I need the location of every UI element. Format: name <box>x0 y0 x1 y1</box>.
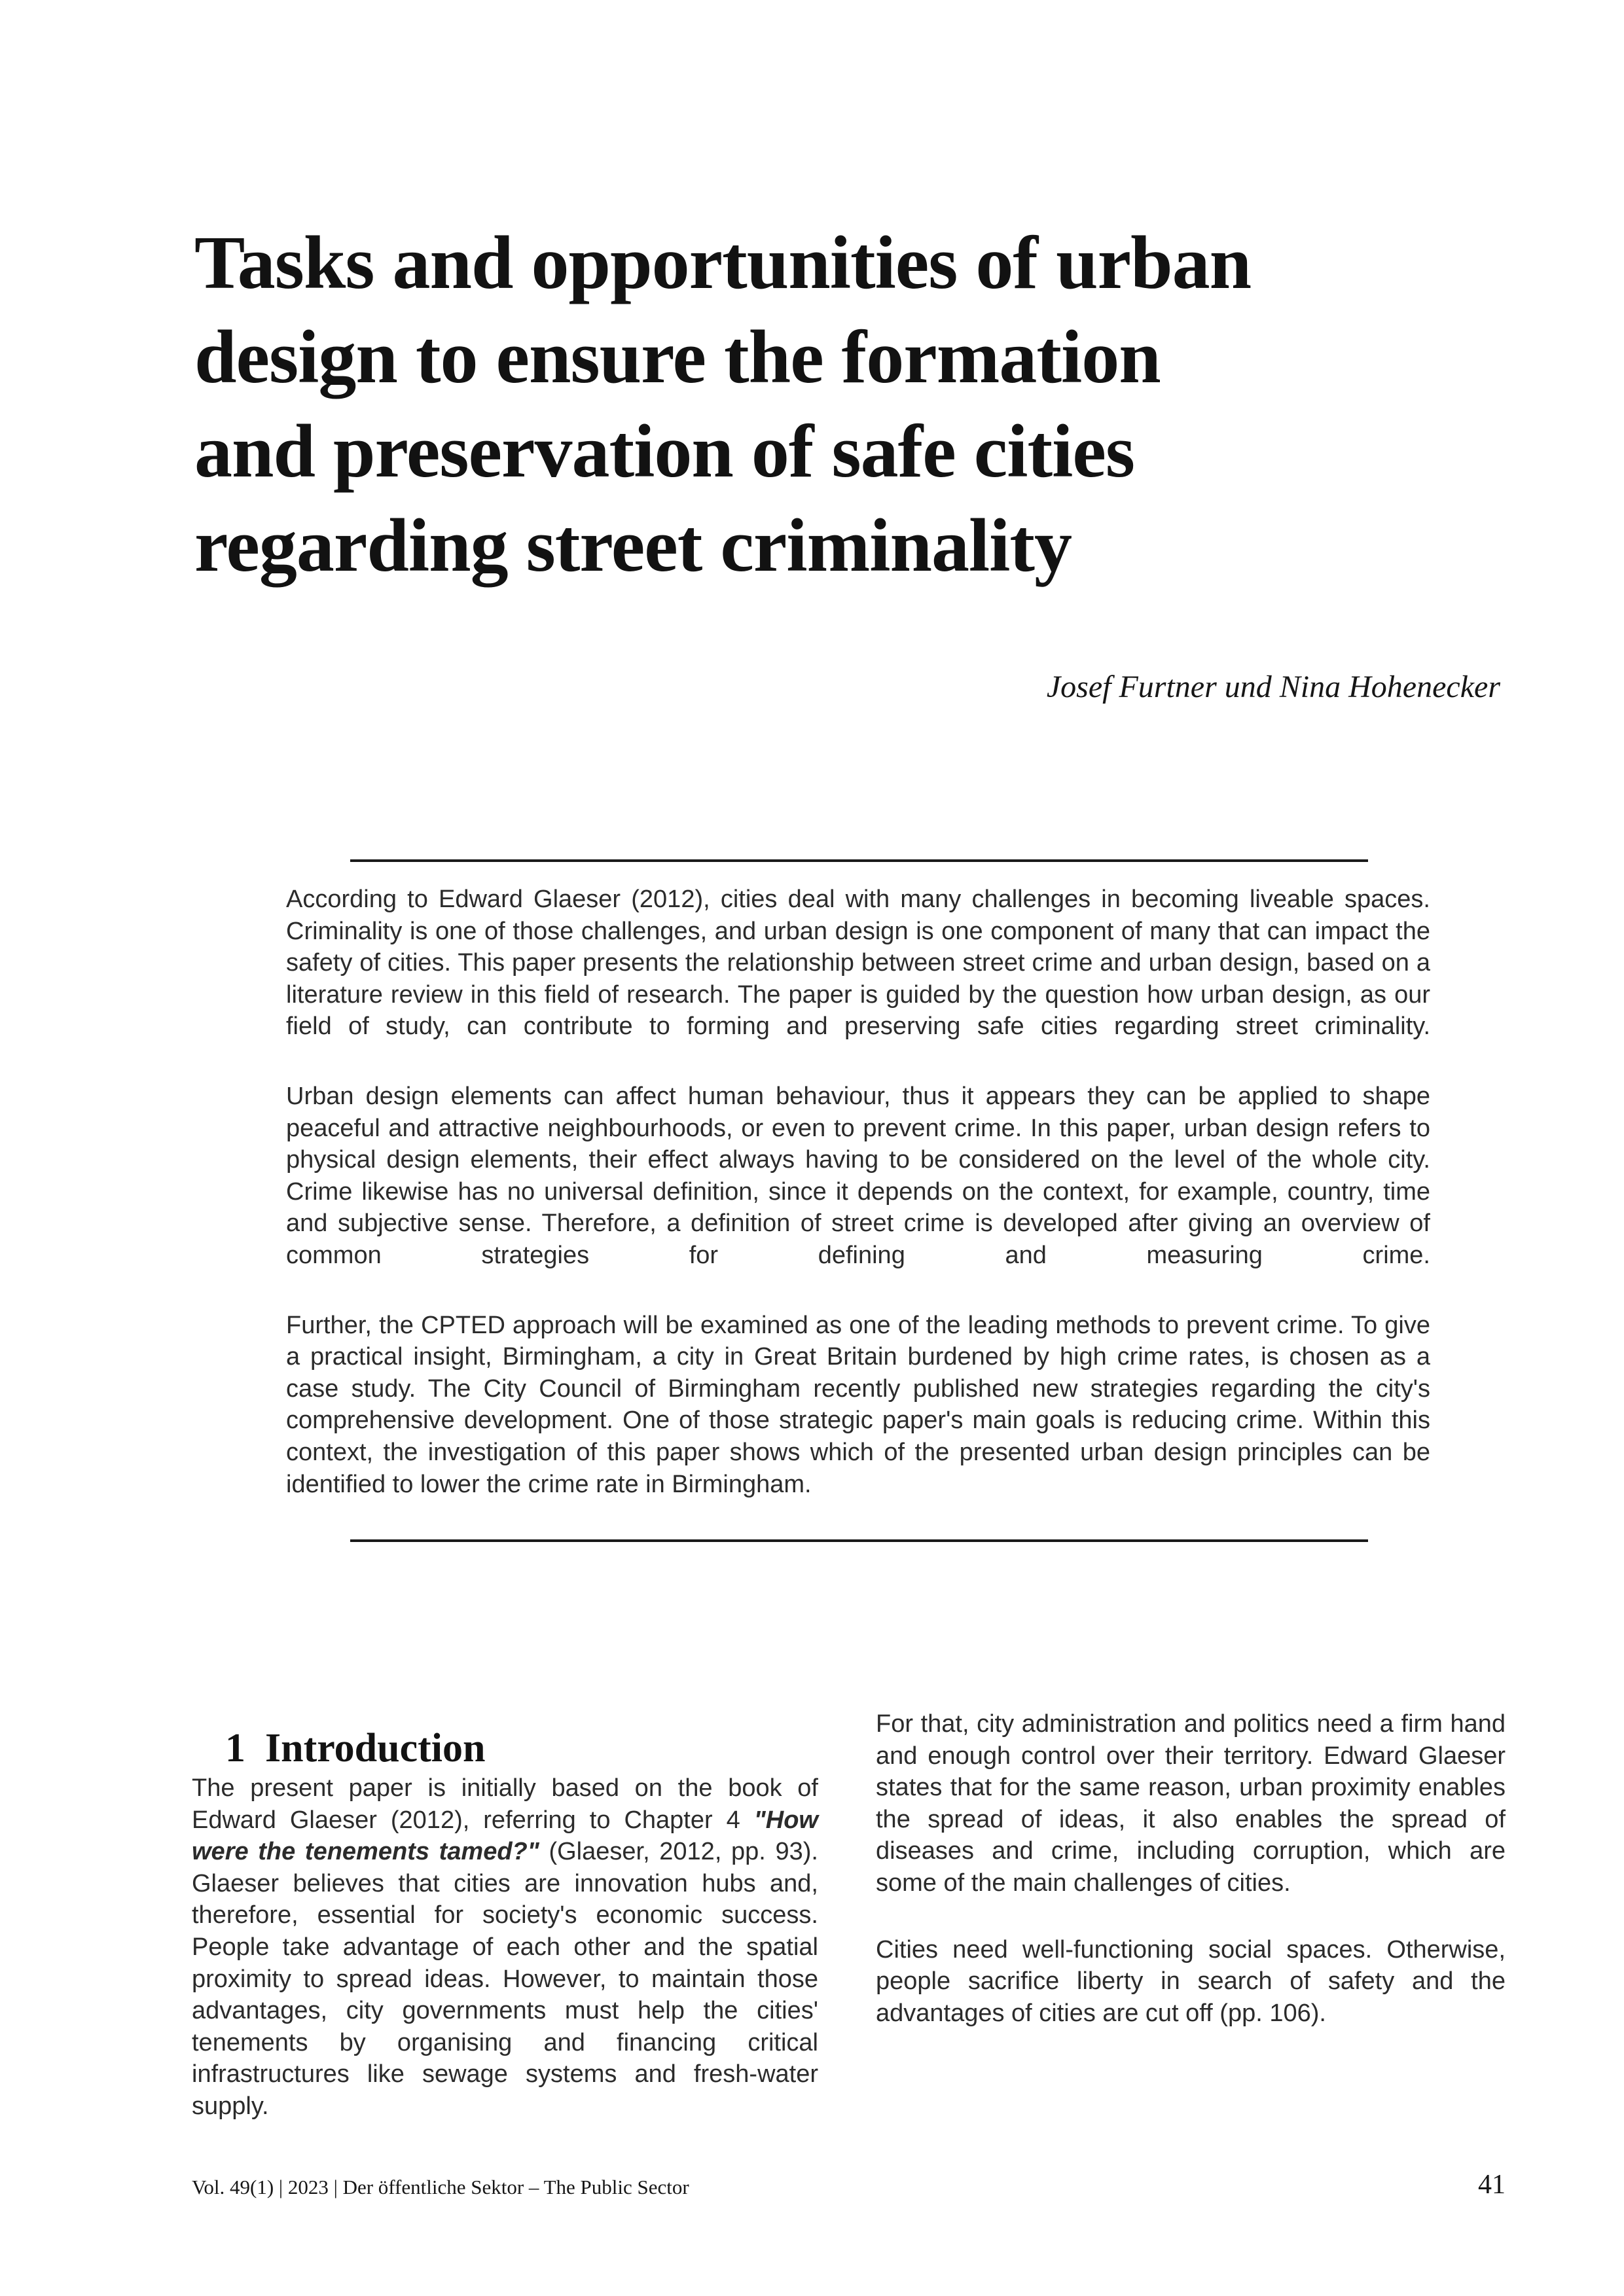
intro-paragraph-right-2: Cities need well-functioning social spaces. Otherwise, people sacrifice liberty in search of safety and the advantages of cities are cut off (pp. 106). <box>876 1935 1506 2027</box>
title-line-4: regarding street criminality <box>194 503 1072 588</box>
authors-line: Josef Furtner und Nina Hohenecker <box>1046 670 1500 704</box>
section-title: Introduction <box>265 1726 486 1771</box>
section-heading-introduction <box>225 1725 486 1772</box>
title-line-1: Tasks and opportunities of urban <box>194 221 1252 305</box>
abstract-divider-bottom <box>350 1539 1368 1542</box>
abstract <box>286 884 1430 1500</box>
page-title <box>194 216 1497 593</box>
title-line-3: and preservation of safe cities <box>194 409 1134 493</box>
section-number: 1 <box>225 1726 245 1771</box>
intro-paragraph-right-1: For that, city administration and politics need a firm hand and enough control over their territory. Edward Glaeser states that for the same reason, urban proximity enables the spread of ideas, it also enables the spread of diseases and crime, including corruption, which are some of the main challenges of cities. <box>876 1710 1506 1897</box>
intro-text-before: The present paper is initially based on the book of Edward Glaeser (2012), referring to Chapter 4 <box>192 1774 818 1834</box>
abstract-paragraph-2: Urban design elements can affect human behaviour, thus it appears they can be applied to shape peaceful and attractive neighbourhoods, or even to prevent crime. In this paper, urban design refers to physical design elements, their effect always having to be considered on the level of the whole city. Crime likewise has no universal definition, since it depends on the context, for example, country, time and subjective sense. Therefore, a definition of street crime is developed after giving an overview of common strategies for defining and measuring crime. <box>286 1082 1430 1269</box>
title-line-2: design to ensure the formation <box>194 315 1161 399</box>
body-column-right <box>876 1708 1506 2029</box>
intro-paragraph-left <box>192 1772 818 2123</box>
abstract-paragraph-1: According to Edward Glaeser (2012), cities deal with many challenges in becoming liveable spaces. Criminality is one of those challenges, and urban design is one component of many that can impact the safety of cities. This paper presents the relationship between street crime and urban design, based on a literature review in this field of research. The paper is guided by the question how urban design, as our field of study, can contribute to forming and preserving safe cities regarding street criminality. <box>286 886 1430 1041</box>
footer-journal-line: Vol. 49(1) | 2023 | Der öffentliche Sektor – The Public Sector <box>192 2176 689 2198</box>
intro-text-after: (Glaeser, 2012, pp. 93). Glaeser believes that cities are innovation hubs and, therefore, essential for society's economic success. People take advantage of each other and the spatial proximity to spread ideas. However, to maintain those advantages, city governments must help the cities' tenements by organising and financing critical infrastructures like sewage systems and fresh-water supply. <box>192 1838 818 2120</box>
footer-page-number: 41 <box>1478 2170 1506 2200</box>
chapter-title-emphasis: "How were the tenements tamed?" <box>192 1806 818 1866</box>
abstract-paragraph-3: Further, the CPTED approach will be examined as one of the leading methods to prevent crime. To give a practical insight, Birmingham, a city in Great Britain burdened by high crime rates, is chosen as a case study. The City Council of Birmingham recently published new strategies regarding the city's comprehensive development. One of those strategic paper's main goals is reducing crime. Within this context, the investigation of this paper shows which of the presented urban design principles can be identified to lower the crime rate in Birmingham. <box>286 1311 1430 1498</box>
abstract-divider-top <box>350 859 1368 862</box>
body-column-left <box>192 1772 818 2123</box>
